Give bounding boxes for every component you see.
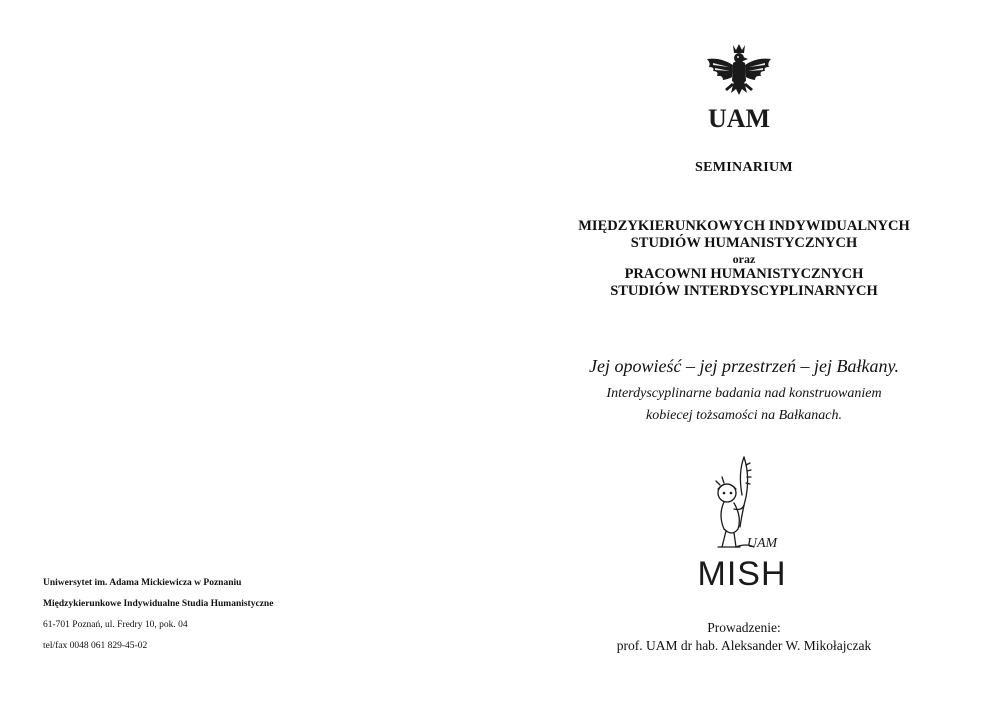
topic-subtitle	[496, 383, 992, 427]
program-names	[496, 218, 992, 300]
program-conjunction: oraz	[732, 252, 756, 266]
front-cover	[496, 0, 992, 701]
svg-text:UAM: UAM	[707, 104, 771, 133]
topic-subtitle-line-1: Interdyscyplinarne badania nad konstruowaniem	[606, 386, 882, 401]
svg-text:MISH: MISH	[697, 555, 787, 593]
topic-subtitle-line-2: kobiecej tożsamości na Bałkanach.	[646, 408, 842, 423]
leader-name: prof. UAM dr hab. Aleksander W. Mikołajczak	[616, 638, 872, 653]
svg-text:UAM: UAM	[746, 536, 778, 551]
address-block	[43, 573, 273, 657]
postal-address: 61-701 Poznań, ul. Fredry 10, pok. 04	[43, 620, 188, 630]
mish-knight-icon	[697, 455, 787, 593]
program-line-1: MIĘDZYKIERUNKOWYCH INDYWIDUALNYCH	[578, 218, 910, 234]
program-line-2: STUDIÓW HUMANISTYCZNYCH	[630, 235, 858, 251]
seminar-heading: SEMINARIUM	[695, 160, 793, 175]
university-name: Uniwersytet im. Adama Mickiewicza w Poznaniu	[43, 578, 242, 588]
uam-eagle-icon	[703, 43, 775, 131]
program-line-3: PRACOWNI HUMANISTYCZNYCH	[624, 266, 864, 282]
leader-label: Prowadzenie:	[707, 620, 781, 635]
department-name: Międzykierunkowe Indywidualne Studia Humanistyczne	[43, 599, 274, 609]
program-line-4: STUDIÓW INTERDYSCYPLINARNYCH	[610, 283, 878, 299]
phone-fax: tel/fax 0048 061 829-45-02	[43, 641, 148, 651]
topic-title: Jej opowieść – jej przestrzeń – jej Bałkany.	[589, 356, 899, 376]
